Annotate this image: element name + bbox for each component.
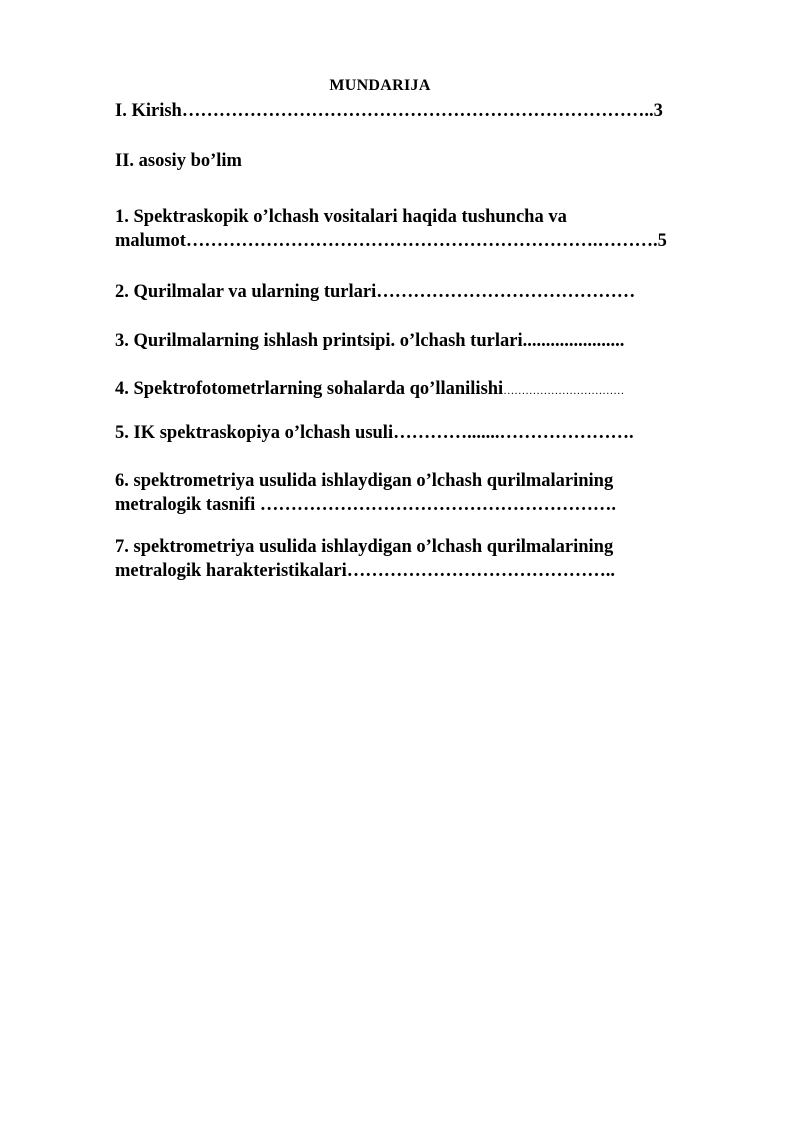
toc-entry-4-text: 4. Spektrofotometrlarning sohalarda qo’llanilishi	[115, 379, 504, 399]
toc-entry-6-line-2: metralogik tasnifi ………………………………………………….	[115, 495, 617, 515]
toc-entry-kirish: I. Kirish…………………………………………………………………..3	[115, 101, 663, 121]
toc-entry-1-line-1: 1. Spektraskopik o’lchash vositalari haqida tushuncha va	[115, 207, 567, 227]
toc-entry-4-dots: ……………………………	[503, 385, 625, 397]
toc-entry-5: 5. IK spektraskopiya o’lchash usuli………….......………………….	[115, 423, 634, 443]
toc-entry-asosiy-bolim: II. asosiy bo’lim	[115, 151, 242, 171]
toc-entry-1-line-2: malumot………………………………………………………….……….5	[115, 231, 667, 251]
toc-entry-4	[115, 377, 624, 403]
page-title: MUNDARIJA	[329, 77, 431, 94]
toc-entry-7-line-1: 7. spektrometriya usulida ishlaydigan o’lchash qurilmalarining	[115, 537, 614, 557]
toc-entry-6-line-1: 6. spektrometriya usulida ishlaydigan o’lchash qurilmalarining	[115, 471, 614, 491]
toc-entry-2: 2. Qurilmalar va ularning turlari……………………………………	[115, 282, 636, 302]
toc-entry-3: 3. Qurilmalarning ishlash printsipi. o’lchash turlari......................	[115, 331, 625, 351]
toc-entry-7-line-2: metralogik harakteristikalari……………………………………..	[115, 561, 615, 581]
